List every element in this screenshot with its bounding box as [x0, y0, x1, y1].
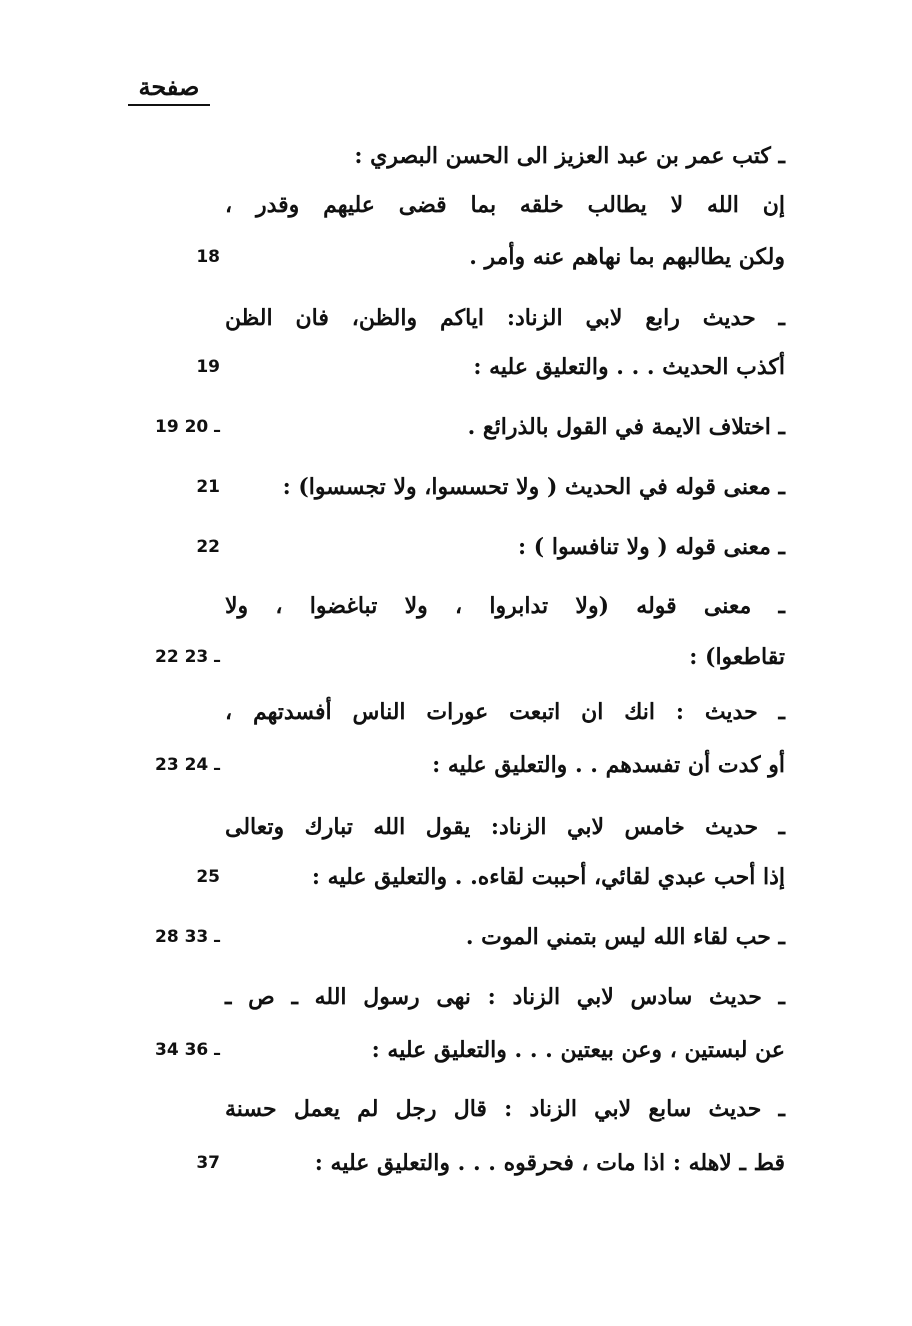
toc-line [120, 917, 785, 973]
toc-line-text: عن لبستين ، وعن بيعتين . . . والتعليق عليه : [371, 1037, 785, 1063]
toc-line-text: ـ حديث : انك ان اتبعت عورات الناس أفسدتهم ، [225, 699, 785, 725]
toc-page-number: 28 ـ 33 [155, 927, 220, 947]
toc-line [120, 467, 785, 523]
toc-page-number: 19 [196, 357, 220, 377]
toc-line [120, 857, 785, 913]
toc-line [120, 237, 785, 293]
toc-line-text: أكذب الحديث . . . والتعليق عليه : [473, 354, 785, 380]
toc-line-text: إذا أحب عبدي لقائي، أحببت لقاءه. . والتعليق عليه : [311, 864, 785, 890]
toc-line-text: أو كدت أن تفسدهم . . والتعليق عليه : [432, 752, 785, 778]
toc-line [120, 407, 785, 463]
toc-line [120, 185, 785, 241]
toc-page-number: 18 [196, 247, 220, 267]
toc-line [120, 807, 785, 863]
toc-line-text: ـ حب لقاء الله ليس بتمني الموت . [465, 924, 785, 950]
toc-page-number: 22 [196, 537, 220, 557]
toc-page-number: 19 ـ 20 [155, 417, 220, 437]
toc-line-text: قط ـ لاهله : اذا مات ، فحرقوه . . . والتعليق عليه : [314, 1150, 785, 1176]
toc-line [120, 1089, 785, 1145]
toc-line [120, 586, 785, 642]
toc-line-text: ـ اختلاف الايمة في القول بالذرائع . [467, 414, 785, 440]
toc-line [120, 692, 785, 748]
toc-line-text: ولكن يطالبهم بما نهاهم عنه وأمر . [469, 244, 785, 270]
page-column-heading: صفحة [138, 72, 200, 101]
toc-page-number: 22 ـ 23 [155, 647, 220, 667]
toc-line-text: ـ حديث سادس لابي الزناد : نهى رسول الله ـ ص ـ [225, 984, 785, 1010]
toc-line-text: ـ معنى قوله (ولا تدابروا ، ولا تباغضوا ، ولا [225, 593, 785, 619]
toc-line-text: ـ كتب عمر بن عبد العزيز الى الحسن البصري : [354, 143, 785, 169]
toc-line [120, 745, 785, 801]
toc-line [120, 527, 785, 583]
heading-underline [128, 104, 210, 106]
toc-page-number: 25 [196, 867, 220, 887]
toc-line [120, 347, 785, 403]
toc-line-text: ـ حديث رابع لابي الزناد: اياكم والظن، فان الظن [225, 305, 785, 331]
toc-line [120, 977, 785, 1033]
toc-page-number: 37 [196, 1153, 220, 1173]
toc-line [120, 298, 785, 354]
toc-line [120, 1143, 785, 1199]
toc-line [120, 637, 785, 693]
toc-page-number: 21 [196, 477, 220, 497]
toc-line [120, 1030, 785, 1086]
toc-line-text: إن الله لا يطالب خلقه بما قضى عليهم وقدر ، [225, 192, 785, 218]
toc-line-text: ـ حديث سابع لابي الزناد : قال رجل لم يعمل حسنة [225, 1096, 785, 1122]
toc-line-text: تقاطعوا) : [689, 644, 785, 670]
toc-line-text: ـ حديث خامس لابي الزناد: يقول الله تبارك وتعالى [225, 814, 785, 840]
toc-page-number: 23 ـ 24 [155, 755, 220, 775]
toc-line-text: ـ معنى قوله في الحديث ( ولا تحسسوا، ولا تجسسوا) : [282, 474, 785, 500]
toc-page-number: 34 ـ 36 [155, 1040, 220, 1060]
toc-line [120, 136, 785, 192]
toc-line-text: ـ معنى قوله ( ولا تنافسوا ) : [517, 534, 785, 560]
